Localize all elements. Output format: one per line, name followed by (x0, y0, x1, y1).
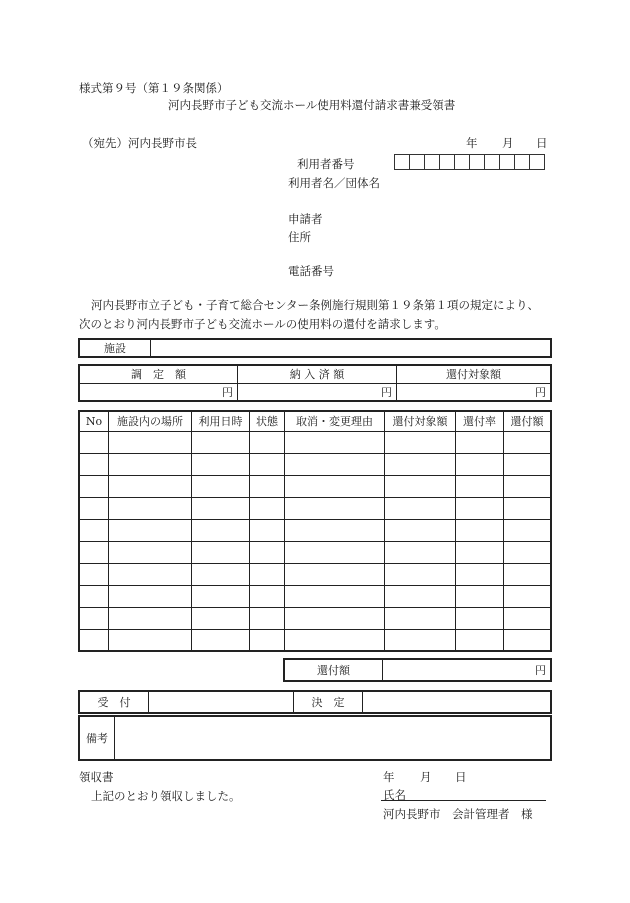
col-refund-amount: 還付額 (504, 411, 552, 431)
receipt-to: 河内長野市 会計管理者 様 (383, 807, 533, 821)
total-refund-table (283, 658, 552, 682)
table-row[interactable] (79, 629, 551, 651)
facility-value[interactable] (151, 339, 552, 357)
form-title: 河内長野市子ども交流ホール使用料還付請求書兼受領書 (168, 98, 456, 112)
paid-amount-header: 納 入 済 額 (238, 365, 397, 383)
refund-target-cell[interactable] (397, 383, 552, 401)
table-row[interactable] (79, 497, 551, 519)
detail-table (78, 410, 552, 652)
col-status: 状態 (250, 411, 285, 431)
user-name-label: 利用者名／団体名 (288, 176, 380, 190)
table-row[interactable] (79, 475, 551, 497)
yen-unit: 円 (535, 385, 546, 399)
assessed-amount-cell[interactable] (79, 383, 238, 401)
receipt-year: 年 (383, 770, 395, 784)
table-row[interactable] (79, 453, 551, 475)
refund-target-header: 還付対象額 (397, 365, 552, 383)
col-location: 施設内の場所 (109, 411, 192, 431)
col-no: No (79, 411, 109, 431)
remarks-cell[interactable] (115, 716, 552, 760)
table-row[interactable] (79, 519, 551, 541)
assessed-amount-header: 調 定 額 (79, 365, 238, 383)
addressee: （宛先）河内長野市長 (82, 136, 197, 150)
paid-amount-cell[interactable] (238, 383, 397, 401)
date-month: 月 (502, 136, 514, 150)
request-text-line2: 次のとおり河内長野市子ども交流ホールの使用料の還付を請求します。 (79, 317, 446, 331)
table-row[interactable] (79, 607, 551, 629)
signature-line[interactable] (381, 800, 546, 801)
date-day: 日 (536, 136, 548, 150)
received-cell[interactable] (149, 691, 294, 713)
col-refund-rate: 還付率 (456, 411, 504, 431)
table-row[interactable] (79, 541, 551, 563)
user-number-boxes[interactable] (394, 154, 545, 170)
col-reason: 取消・変更理由 (285, 411, 385, 431)
remarks-table (78, 715, 552, 761)
request-text-line1: 河内長野市立子ども・子育て総合センター条例施行規則第１９条第１項の規定により、 (91, 298, 540, 312)
col-datetime: 利用日時 (192, 411, 250, 431)
yen-unit: 円 (381, 385, 392, 399)
received-label: 受 付 (79, 691, 149, 713)
applicant-label: 申請者 (288, 212, 323, 226)
receipt-name-label: 氏名 (383, 788, 406, 802)
phone-label: 電話番号 (288, 264, 334, 278)
total-refund-label: 還付額 (284, 659, 383, 681)
yen-unit: 円 (535, 664, 546, 677)
facility-table (78, 338, 552, 358)
decision-label: 決 定 (294, 691, 363, 713)
table-row[interactable] (79, 431, 551, 453)
receipt-text: 上記のとおり領収しました。 (91, 789, 241, 803)
remarks-label: 備考 (79, 716, 115, 760)
user-number-label: 利用者番号 (297, 157, 355, 171)
decision-cell[interactable] (363, 691, 552, 713)
table-row[interactable] (79, 585, 551, 607)
table-row[interactable] (79, 563, 551, 585)
address-label: 住所 (288, 230, 311, 244)
receipt-title: 領収書 (79, 770, 114, 784)
facility-label: 施設 (79, 339, 151, 357)
form-number: 様式第９号（第１９条関係） (79, 81, 229, 95)
yen-unit: 円 (222, 385, 233, 399)
date-year: 年 (466, 136, 478, 150)
total-refund-cell[interactable] (383, 659, 552, 681)
amount-table (78, 364, 552, 402)
receipt-month: 月 (420, 770, 432, 784)
office-table (78, 690, 552, 714)
detail-header-row (79, 411, 551, 431)
receipt-day: 日 (455, 770, 467, 784)
col-refund-target: 還付対象額 (385, 411, 456, 431)
